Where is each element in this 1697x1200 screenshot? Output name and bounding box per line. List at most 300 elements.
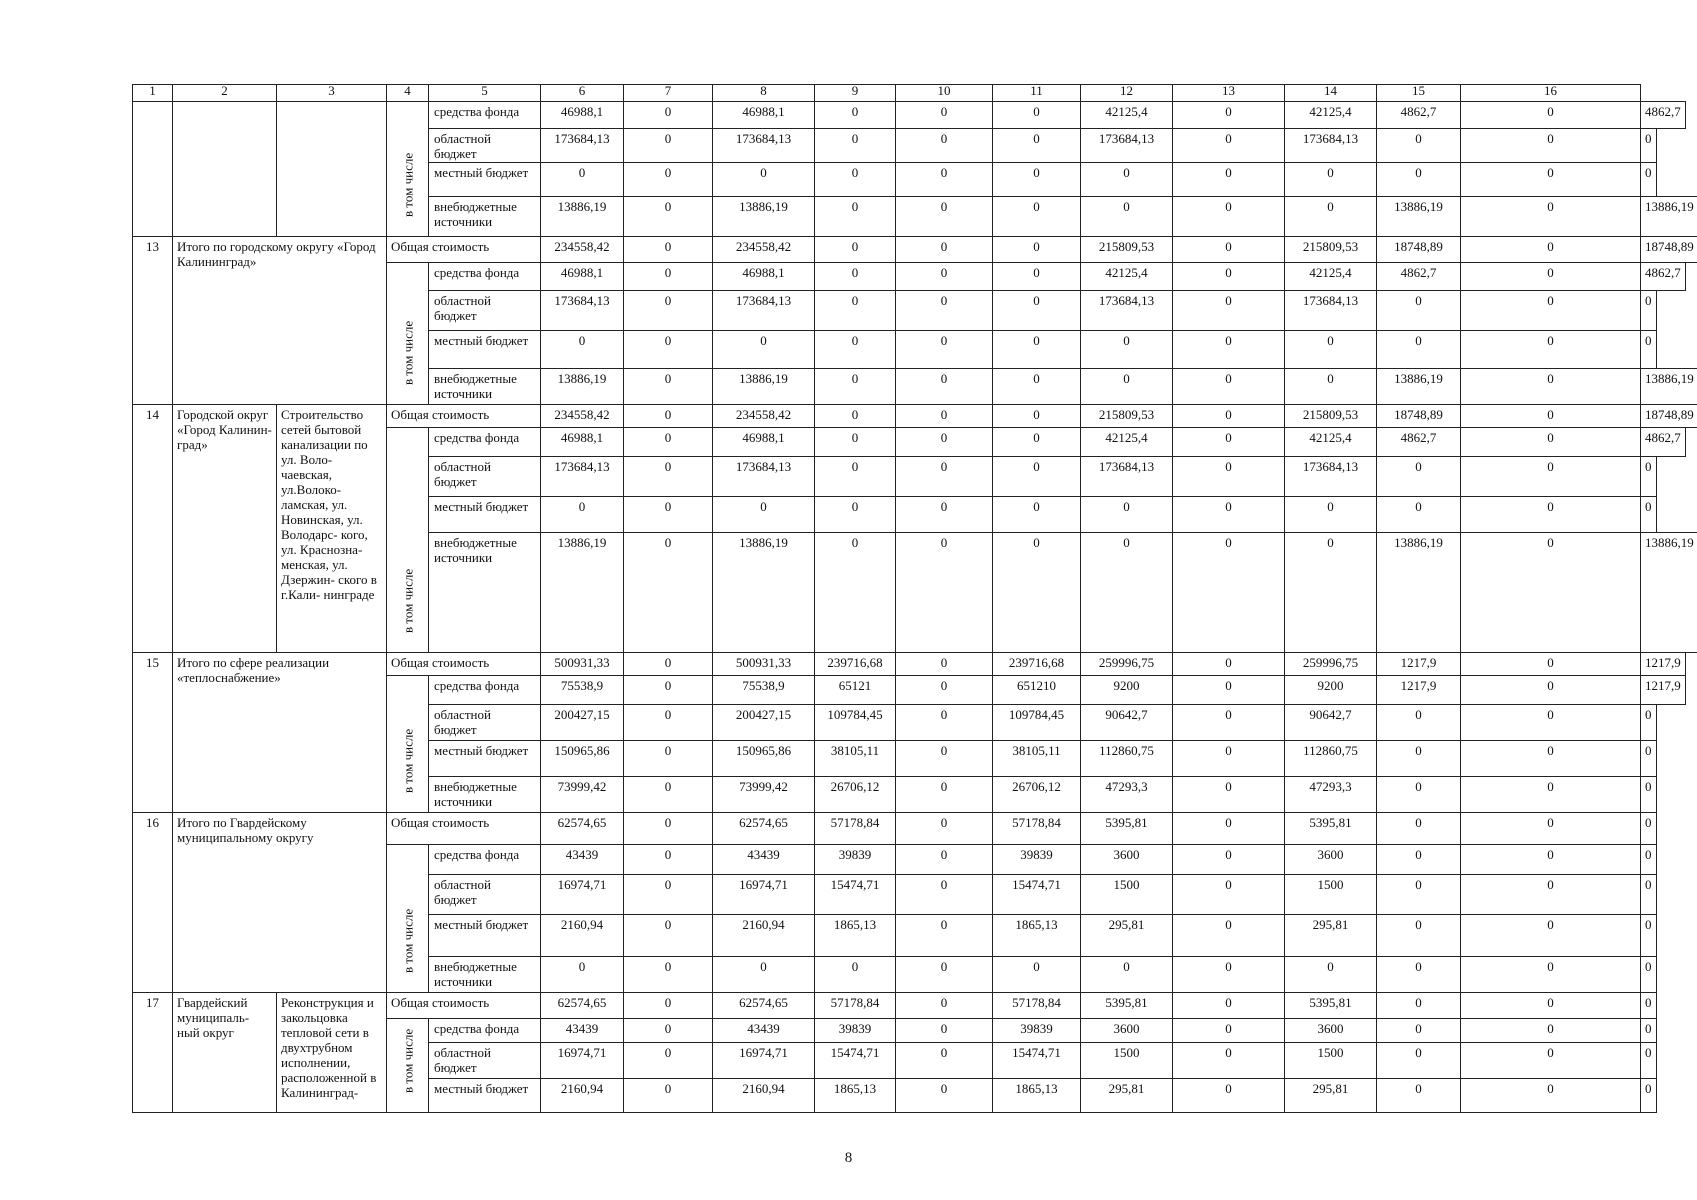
- header-cell: 4: [386, 84, 429, 102]
- funding-value: 13886,19: [1376, 196, 1461, 237]
- in-total-text: в том числе: [400, 152, 415, 217]
- funding-value: 0: [814, 368, 896, 405]
- funding-value: 0: [992, 101, 1081, 129]
- funding-value: 0: [1172, 196, 1285, 237]
- funding-value: 13886,19: [712, 532, 815, 653]
- funding-source: средства фонда: [428, 675, 541, 705]
- funding-value: 0: [1376, 290, 1461, 331]
- total-cost-value: 0: [1640, 992, 1657, 1019]
- total-cost-value: 57178,84: [814, 992, 896, 1019]
- funding-value: 0: [1640, 1018, 1657, 1043]
- funding-value: 0: [1284, 368, 1377, 405]
- funding-value: 112860,75: [1080, 740, 1173, 777]
- total-cost-value: 1217,9: [1640, 652, 1686, 676]
- funding-value: 0: [1172, 427, 1285, 457]
- funding-value: 173684,13: [540, 290, 624, 331]
- funding-value: 13886,19: [712, 196, 815, 237]
- funding-value: 0: [1284, 196, 1377, 237]
- funding-value: 2160,94: [540, 1078, 624, 1113]
- total-cost-value: 0: [992, 404, 1081, 428]
- funding-value: 173684,13: [1284, 128, 1377, 163]
- funding-value: 0: [1172, 1042, 1285, 1079]
- funding-value: 0: [895, 704, 993, 741]
- funding-value: 0: [1460, 290, 1641, 331]
- funding-value: 0: [814, 196, 896, 237]
- funding-source: областной бюджет: [428, 704, 541, 741]
- funding-value: 42125,4: [1080, 262, 1173, 291]
- funding-value: 13886,19: [540, 196, 624, 237]
- funding-value: 0: [1640, 290, 1657, 331]
- funding-source: местный бюджет: [428, 330, 541, 369]
- funding-value: 47293,3: [1080, 776, 1173, 813]
- funding-value: 4862,7: [1640, 101, 1686, 129]
- total-cost-value: 5395,81: [1284, 992, 1377, 1019]
- funding-value: 0: [1460, 1078, 1641, 1113]
- funding-value: 13886,19: [1640, 196, 1697, 237]
- total-cost-value: 0: [895, 992, 993, 1019]
- funding-value: 173684,13: [1284, 456, 1377, 497]
- funding-value: 0: [1172, 704, 1285, 741]
- funding-value: 0: [1376, 956, 1461, 993]
- header-cell: 11: [992, 84, 1081, 102]
- funding-value: 0: [992, 956, 1081, 993]
- total-cost-value: 259996,75: [1080, 652, 1173, 676]
- funding-value: 0: [1460, 456, 1641, 497]
- funding-value: 0: [540, 956, 624, 993]
- funding-value: 38105,11: [814, 740, 896, 777]
- funding-value: 0: [1284, 956, 1377, 993]
- funding-value: 0: [1640, 456, 1657, 497]
- total-cost-value: 57178,84: [814, 812, 896, 845]
- total-cost-value: 0: [1172, 992, 1285, 1019]
- funding-value: 90642,7: [1080, 704, 1173, 741]
- funding-value: 0: [1640, 1078, 1657, 1113]
- funding-value: 651210: [992, 675, 1081, 705]
- funding-value: 39839: [814, 844, 896, 875]
- funding-value: 0: [895, 675, 993, 705]
- in-total-label: [386, 262, 429, 405]
- funding-value: 0: [992, 128, 1081, 163]
- total-cost-value: 0: [623, 236, 713, 263]
- funding-value: 0: [1640, 1042, 1657, 1079]
- funding-value: 0: [540, 496, 624, 533]
- total-cost-value: 62574,65: [712, 812, 815, 845]
- funding-value: 0: [1172, 456, 1285, 497]
- total-cost-value: 0: [814, 404, 896, 428]
- funding-value: 1865,13: [814, 1078, 896, 1113]
- funding-value: 4862,7: [1640, 427, 1686, 457]
- funding-value: 0: [895, 740, 993, 777]
- funding-value: 0: [1640, 162, 1657, 197]
- funding-value: 0: [992, 496, 1081, 533]
- funding-source: внебюджетные источники: [428, 368, 541, 405]
- funding-value: 0: [1640, 776, 1657, 813]
- funding-source: внебюджетные источники: [428, 956, 541, 993]
- object-description: Строительство сетей бытовой канализации по ул. Воло- чаевская, ул.Волоко- ламская, ул. Новинская, ул. Володарс- кого, ул. Краснозна- менская, ул. Дзержин- ского в г.Кали- нинграде: [276, 404, 387, 653]
- funding-value: 0: [1460, 496, 1641, 533]
- funding-value: 0: [1460, 1018, 1641, 1043]
- funding-value: 0: [623, 1042, 713, 1079]
- funding-value: 0: [1460, 330, 1641, 369]
- funding-value: 13886,19: [540, 532, 624, 653]
- funding-source: областной бюджет: [428, 456, 541, 497]
- funding-value: 0: [712, 956, 815, 993]
- row-number: 13: [132, 236, 173, 405]
- funding-value: 0: [1284, 330, 1377, 369]
- total-cost-value: 0: [895, 404, 993, 428]
- funding-value: 0: [814, 262, 896, 291]
- funding-value: 3600: [1284, 844, 1377, 875]
- funding-value: 73999,42: [712, 776, 815, 813]
- funding-source: местный бюджет: [428, 496, 541, 533]
- funding-value: 0: [1172, 1078, 1285, 1113]
- funding-value: 0: [1172, 532, 1285, 653]
- total-cost-value: 234558,42: [540, 404, 624, 428]
- header-cell: 16: [1460, 84, 1641, 102]
- funding-value: 0: [814, 427, 896, 457]
- funding-value: 0: [814, 532, 896, 653]
- total-cost-value: 0: [895, 812, 993, 845]
- funding-value: 0: [1172, 330, 1285, 369]
- funding-value: 0: [1460, 368, 1641, 405]
- funding-value: 0: [1640, 740, 1657, 777]
- total-cost-value: 0: [623, 404, 713, 428]
- funding-value: 75538,9: [712, 675, 815, 705]
- funding-value: 295,81: [1284, 914, 1377, 957]
- total-cost-value: 0: [895, 236, 993, 263]
- total-cost-value: 0: [895, 652, 993, 676]
- funding-value: 4862,7: [1640, 262, 1686, 291]
- total-cost-value: 0: [1172, 236, 1285, 263]
- funding-value: 43439: [540, 844, 624, 875]
- funding-value: 150965,86: [540, 740, 624, 777]
- funding-value: 0: [623, 330, 713, 369]
- funding-value: 0: [623, 496, 713, 533]
- in-total-label: [386, 101, 429, 237]
- funding-value: 1500: [1080, 874, 1173, 915]
- in-total-label: [386, 427, 429, 653]
- total-cost-value: 500931,33: [712, 652, 815, 676]
- section-title: Итого по Гвардейскому муниципальному округу: [172, 812, 387, 993]
- object-description: [276, 101, 387, 237]
- funding-value: 0: [895, 128, 993, 163]
- funding-value: 0: [1640, 330, 1657, 369]
- funding-value: 0: [1376, 874, 1461, 915]
- funding-value: 0: [992, 196, 1081, 237]
- funding-value: 0: [992, 290, 1081, 331]
- funding-value: 0: [623, 368, 713, 405]
- funding-value: 0: [1460, 914, 1641, 957]
- funding-value: 0: [1080, 368, 1173, 405]
- funding-source: областной бюджет: [428, 128, 541, 163]
- in-total-label: [386, 1018, 429, 1113]
- funding-value: 0: [1376, 330, 1461, 369]
- funding-value: 0: [623, 1018, 713, 1043]
- total-cost-value: 0: [814, 236, 896, 263]
- funding-value: 0: [540, 162, 624, 197]
- total-cost-value: 0: [1640, 812, 1657, 845]
- funding-value: 15474,71: [814, 1042, 896, 1079]
- total-cost-value: 215809,53: [1080, 404, 1173, 428]
- funding-value: 0: [1376, 914, 1461, 957]
- funding-value: 0: [623, 874, 713, 915]
- funding-value: 0: [1080, 330, 1173, 369]
- funding-value: 173684,13: [1284, 290, 1377, 331]
- funding-value: 0: [1080, 956, 1173, 993]
- funding-value: 0: [1284, 162, 1377, 197]
- funding-value: 4862,7: [1376, 101, 1461, 129]
- funding-value: 0: [1460, 262, 1641, 291]
- funding-value: 16974,71: [540, 1042, 624, 1079]
- funding-value: 43439: [540, 1018, 624, 1043]
- funding-value: 73999,42: [540, 776, 624, 813]
- funding-value: 2160,94: [540, 914, 624, 957]
- funding-value: 0: [814, 162, 896, 197]
- funding-value: 1217,9: [1640, 675, 1686, 705]
- funding-value: 15474,71: [992, 874, 1081, 915]
- funding-value: 0: [992, 532, 1081, 653]
- funding-value: 173684,13: [1080, 456, 1173, 497]
- funding-value: 0: [1172, 262, 1285, 291]
- funding-value: 42125,4: [1080, 101, 1173, 129]
- total-cost-value: 0: [623, 652, 713, 676]
- funding-value: 0: [540, 330, 624, 369]
- total-cost-value: 62574,65: [540, 992, 624, 1019]
- funding-value: 173684,13: [540, 128, 624, 163]
- funding-value: 0: [895, 368, 993, 405]
- funding-value: 0: [992, 162, 1081, 197]
- total-cost-value: 0: [1460, 652, 1641, 676]
- funding-value: 0: [1460, 776, 1641, 813]
- funding-source: средства фонда: [428, 101, 541, 129]
- total-cost-value: 5395,81: [1284, 812, 1377, 845]
- funding-value: 16974,71: [540, 874, 624, 915]
- total-cost-value: 0: [992, 236, 1081, 263]
- header-cell: 3: [276, 84, 387, 102]
- funding-value: 0: [1172, 128, 1285, 163]
- funding-value: 47293,3: [1284, 776, 1377, 813]
- total-cost-value: 62574,65: [712, 992, 815, 1019]
- funding-source: местный бюджет: [428, 740, 541, 777]
- total-cost-value: 215809,53: [1284, 236, 1377, 263]
- funding-value: 46988,1: [712, 101, 815, 129]
- funding-value: 0: [895, 427, 993, 457]
- district-name: Городской округ «Город Калинин- град»: [172, 404, 277, 653]
- total-cost-value: 62574,65: [540, 812, 624, 845]
- funding-value: 65121: [814, 675, 896, 705]
- funding-value: 46988,1: [540, 427, 624, 457]
- funding-value: 295,81: [1080, 1078, 1173, 1113]
- funding-value: 0: [895, 956, 993, 993]
- funding-value: 0: [895, 330, 993, 369]
- funding-value: 0: [1376, 496, 1461, 533]
- funding-value: 0: [814, 956, 896, 993]
- total-cost-value: 18748,89: [1640, 404, 1697, 428]
- total-cost-value: 5395,81: [1080, 992, 1173, 1019]
- funding-value: 0: [1460, 162, 1641, 197]
- total-cost-value: 0: [623, 992, 713, 1019]
- header-cell: 15: [1376, 84, 1461, 102]
- funding-value: 0: [1376, 1042, 1461, 1079]
- row-number: [132, 101, 173, 237]
- funding-value: 0: [1376, 776, 1461, 813]
- header-cell: 8: [712, 84, 815, 102]
- funding-value: 173684,13: [540, 456, 624, 497]
- funding-value: 0: [895, 532, 993, 653]
- total-cost-label: Общая стоимость: [386, 236, 541, 263]
- section-title: Итого по сфере реализации «теплоснабжение»: [172, 652, 387, 813]
- funding-value: 16974,71: [712, 1042, 815, 1079]
- total-cost-value: 0: [1172, 404, 1285, 428]
- funding-source: местный бюджет: [428, 1078, 541, 1113]
- funding-value: 0: [1640, 844, 1657, 875]
- funding-value: 43439: [712, 844, 815, 875]
- funding-value: 0: [1376, 740, 1461, 777]
- funding-value: 0: [1080, 496, 1173, 533]
- funding-value: 0: [895, 874, 993, 915]
- funding-value: 0: [992, 330, 1081, 369]
- total-cost-value: 0: [1172, 812, 1285, 845]
- funding-value: 0: [623, 914, 713, 957]
- funding-value: 0: [1080, 196, 1173, 237]
- funding-value: 0: [1640, 496, 1657, 533]
- funding-value: 13886,19: [1376, 368, 1461, 405]
- total-cost-label: Общая стоимость: [386, 652, 541, 676]
- in-total-text: в том числе: [400, 1028, 415, 1093]
- header-cell: 9: [814, 84, 896, 102]
- funding-value: 46988,1: [540, 262, 624, 291]
- funding-value: 0: [1284, 496, 1377, 533]
- district-name: [172, 101, 277, 237]
- funding-value: 39839: [992, 1018, 1081, 1043]
- funding-source: областной бюджет: [428, 874, 541, 915]
- funding-value: 0: [1376, 844, 1461, 875]
- total-cost-value: 5395,81: [1080, 812, 1173, 845]
- in-total-text: в том числе: [400, 320, 415, 385]
- funding-value: 0: [1172, 101, 1285, 129]
- total-cost-value: 215809,53: [1284, 404, 1377, 428]
- funding-value: 0: [1080, 532, 1173, 653]
- funding-value: 0: [623, 456, 713, 497]
- funding-value: 0: [1460, 532, 1641, 653]
- funding-value: 9200: [1080, 675, 1173, 705]
- funding-value: 0: [1172, 290, 1285, 331]
- page-number: 8: [844, 1150, 853, 1166]
- row-number: 14: [132, 404, 173, 653]
- funding-value: 0: [895, 262, 993, 291]
- funding-value: 0: [895, 496, 993, 533]
- funding-source: внебюджетные источники: [428, 532, 541, 653]
- funding-value: 0: [623, 776, 713, 813]
- funding-value: 26706,12: [814, 776, 896, 813]
- funding-value: 42125,4: [1284, 262, 1377, 291]
- funding-value: 1217,9: [1376, 675, 1461, 705]
- funding-value: 75538,9: [540, 675, 624, 705]
- funding-value: 0: [1460, 101, 1641, 129]
- funding-value: 0: [814, 330, 896, 369]
- funding-value: 0: [895, 196, 993, 237]
- total-cost-value: 57178,84: [992, 812, 1081, 845]
- total-cost-value: 18748,89: [1376, 236, 1461, 263]
- funding-value: 0: [623, 427, 713, 457]
- funding-value: 46988,1: [540, 101, 624, 129]
- funding-value: 0: [1172, 914, 1285, 957]
- funding-value: 0: [895, 776, 993, 813]
- funding-value: 0: [1460, 427, 1641, 457]
- funding-value: 0: [1172, 844, 1285, 875]
- funding-value: 200427,15: [540, 704, 624, 741]
- funding-value: 13886,19: [1640, 368, 1697, 405]
- in-total-text: в том числе: [400, 568, 415, 633]
- total-cost-label: Общая стоимость: [386, 812, 541, 845]
- funding-value: 0: [1376, 162, 1461, 197]
- total-cost-value: 18748,89: [1376, 404, 1461, 428]
- funding-value: 4862,7: [1376, 427, 1461, 457]
- header-cell: 12: [1080, 84, 1173, 102]
- funding-source: внебюджетные источники: [428, 196, 541, 237]
- funding-value: 0: [895, 1042, 993, 1079]
- funding-value: 0: [895, 290, 993, 331]
- row-number: 17: [132, 992, 173, 1113]
- funding-value: 39839: [992, 844, 1081, 875]
- funding-value: 0: [1172, 675, 1285, 705]
- funding-value: 0: [623, 128, 713, 163]
- funding-source: областной бюджет: [428, 290, 541, 331]
- funding-value: 0: [1172, 496, 1285, 533]
- funding-value: 0: [1080, 162, 1173, 197]
- funding-source: средства фонда: [428, 844, 541, 875]
- funding-value: 0: [992, 456, 1081, 497]
- funding-value: 39839: [814, 1018, 896, 1043]
- funding-value: 112860,75: [1284, 740, 1377, 777]
- funding-value: 0: [895, 162, 993, 197]
- funding-value: 0: [1640, 874, 1657, 915]
- funding-value: 0: [1284, 532, 1377, 653]
- total-cost-value: 500931,33: [540, 652, 624, 676]
- funding-value: 0: [712, 330, 815, 369]
- funding-value: 0: [814, 101, 896, 129]
- funding-value: 1500: [1080, 1042, 1173, 1079]
- in-total-text: в том числе: [400, 908, 415, 973]
- total-cost-value: 234558,42: [712, 236, 815, 263]
- total-cost-value: 234558,42: [540, 236, 624, 263]
- funding-value: 0: [992, 262, 1081, 291]
- total-cost-value: 0: [1460, 812, 1641, 845]
- funding-value: 3600: [1080, 844, 1173, 875]
- funding-value: 1865,13: [992, 914, 1081, 957]
- funding-value: 0: [623, 844, 713, 875]
- funding-value: 0: [712, 162, 815, 197]
- funding-value: 0: [623, 532, 713, 653]
- funding-value: 0: [1172, 162, 1285, 197]
- header-cell: 10: [895, 84, 993, 102]
- funding-value: 0: [1460, 196, 1641, 237]
- funding-value: 46988,1: [712, 427, 815, 457]
- total-cost-label: Общая стоимость: [386, 404, 541, 428]
- funding-value: 173684,13: [712, 456, 815, 497]
- funding-value: 0: [1640, 956, 1657, 993]
- total-cost-value: 0: [1376, 992, 1461, 1019]
- funding-value: 0: [623, 290, 713, 331]
- funding-value: 109784,45: [992, 704, 1081, 741]
- funding-value: 150965,86: [712, 740, 815, 777]
- funding-source: внебюджетные источники: [428, 776, 541, 813]
- funding-value: 0: [895, 914, 993, 957]
- funding-value: 38105,11: [992, 740, 1081, 777]
- funding-value: 0: [1460, 740, 1641, 777]
- funding-value: 0: [814, 496, 896, 533]
- funding-value: 1865,13: [992, 1078, 1081, 1113]
